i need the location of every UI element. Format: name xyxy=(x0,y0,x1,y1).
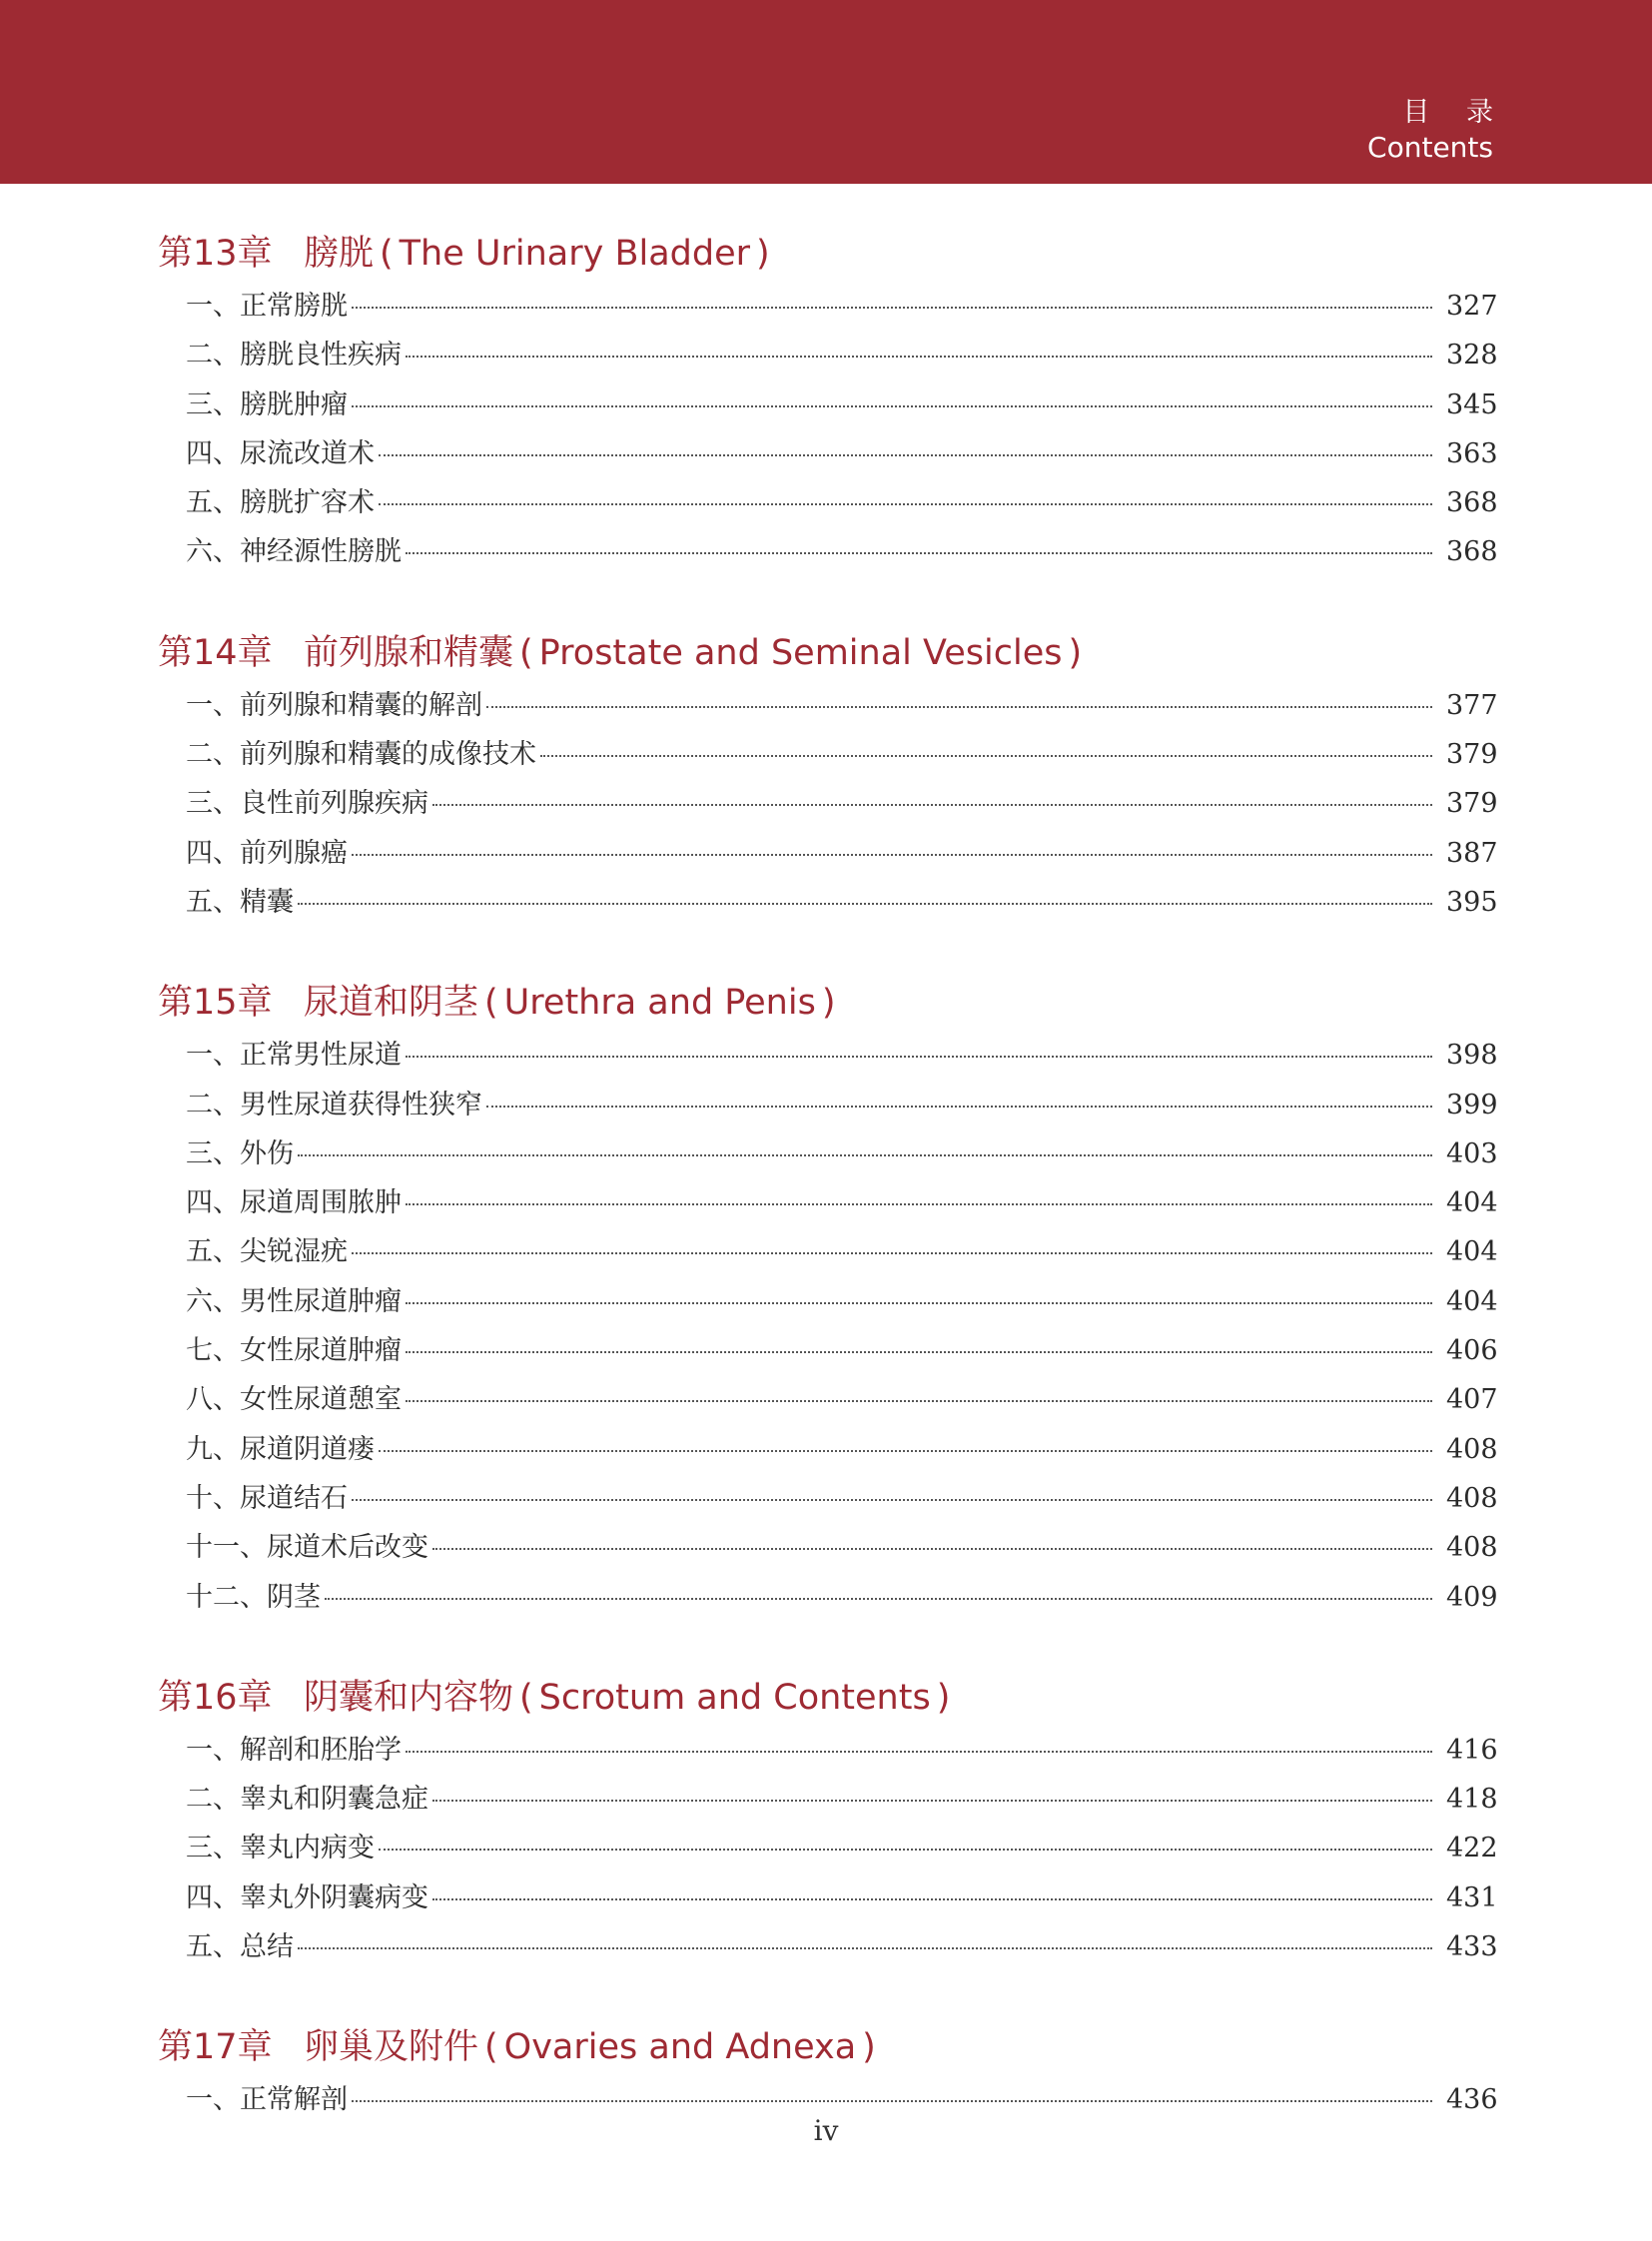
dot-leader xyxy=(379,454,1432,456)
toc-entry[interactable] xyxy=(186,1277,1498,1326)
section-title-en: Contents xyxy=(1367,131,1493,164)
dot-leader xyxy=(406,1351,1432,1353)
dot-leader xyxy=(352,307,1432,309)
chapter-title-en: Ovaries and Adnexa xyxy=(503,2027,857,2068)
toc-entry-page: 328 xyxy=(1446,340,1498,372)
toc-entry-title: 五、尖锐湿疣 xyxy=(186,1236,348,1268)
entry-list xyxy=(158,1031,1498,1622)
toc-entry-title: 二、睾丸和阴囊急症 xyxy=(186,1784,428,1816)
toc-entry-page: 408 xyxy=(1446,1433,1498,1465)
toc-entry[interactable] xyxy=(186,380,1498,429)
toc-entry[interactable] xyxy=(186,1573,1498,1622)
chapter-heading[interactable] xyxy=(158,625,1492,681)
toc-entry-page: 345 xyxy=(1446,388,1498,420)
dot-leader xyxy=(352,854,1432,856)
chapter-title-en: Prostate and Seminal Vesicles xyxy=(538,632,1063,673)
toc-entry-title: 三、膀胱肿瘤 xyxy=(186,388,348,420)
chapter-title-en: Scrotum and Contents xyxy=(538,1677,931,1718)
paren-close: ) xyxy=(756,234,770,274)
toc-entry[interactable] xyxy=(186,1129,1498,1178)
toc-entry-title: 三、睾丸内病变 xyxy=(186,1833,375,1865)
toc-entry[interactable] xyxy=(186,1922,1498,1971)
toc-entry-title: 二、前列腺和精囊的成像技术 xyxy=(186,739,536,771)
toc-entry[interactable] xyxy=(186,1775,1498,1824)
toc-entry-page: 408 xyxy=(1446,1482,1498,1514)
dot-leader xyxy=(379,1450,1432,1452)
chapter-heading[interactable] xyxy=(158,975,1492,1031)
dot-leader xyxy=(298,1947,1432,1949)
dot-leader xyxy=(352,1252,1432,1254)
toc-entry-title: 九、尿道阴道瘘 xyxy=(186,1433,375,1465)
dot-leader xyxy=(432,1548,1432,1550)
paren-open: ( xyxy=(519,1677,533,1718)
toc-entry[interactable] xyxy=(186,1031,1498,1080)
chapter-title-en: Urethra and Penis xyxy=(503,983,816,1024)
toc-entry-title: 一、正常膀胱 xyxy=(186,291,348,322)
toc-entry-page: 404 xyxy=(1446,1285,1498,1317)
toc-entry-title: 六、神经源性膀胱 xyxy=(186,536,402,568)
paren-close: ) xyxy=(1068,632,1083,673)
toc-entry[interactable] xyxy=(186,1824,1498,1872)
toc-entry[interactable] xyxy=(186,331,1498,379)
toc-entry-title: 二、男性尿道获得性狭窄 xyxy=(186,1089,482,1120)
toc-entry-page: 399 xyxy=(1446,1089,1498,1120)
toc-entry[interactable] xyxy=(186,1081,1498,1129)
dot-leader xyxy=(406,1400,1432,1402)
toc-entry-title: 三、良性前列腺疾病 xyxy=(186,788,428,820)
chapter-heading[interactable] xyxy=(158,2019,1492,2075)
toc-entry-title: 一、解剖和胚胎学 xyxy=(186,1734,402,1766)
chapter-number: 第15章 xyxy=(158,983,273,1024)
chapter-heading[interactable] xyxy=(158,1670,1492,1726)
toc-entry[interactable] xyxy=(186,681,1498,730)
toc-entry-page: 404 xyxy=(1446,1236,1498,1268)
toc-entry-title: 十、尿道结石 xyxy=(186,1482,348,1514)
toc-entry-page: 436 xyxy=(1446,2084,1498,2116)
chapter-title-cn: 前列腺和精囊 xyxy=(304,632,514,673)
dot-leader xyxy=(406,1751,1432,1753)
toc-entry-page: 387 xyxy=(1446,837,1498,869)
chapter-heading[interactable] xyxy=(158,226,1492,282)
toc-entry-title: 七、女性尿道肿瘤 xyxy=(186,1335,402,1367)
toc-entry-page: 418 xyxy=(1446,1784,1498,1816)
toc-entry[interactable] xyxy=(186,1523,1498,1572)
toc-entry[interactable] xyxy=(186,1726,1498,1775)
toc-entry-page: 368 xyxy=(1446,536,1498,568)
toc-entry[interactable] xyxy=(186,527,1498,576)
toc-entry[interactable] xyxy=(186,1326,1498,1375)
chapter-section xyxy=(158,2019,1498,2124)
toc-entry-page: 327 xyxy=(1446,291,1498,322)
toc-entry[interactable] xyxy=(186,1227,1498,1276)
dot-leader xyxy=(379,503,1432,505)
dot-leader xyxy=(432,1800,1432,1802)
header-banner xyxy=(0,0,1652,184)
toc-entry-page: 368 xyxy=(1446,487,1498,519)
entry-list xyxy=(158,681,1498,927)
toc-entry[interactable] xyxy=(186,1375,1498,1424)
toc-entry-title: 三、外伤 xyxy=(186,1137,294,1169)
toc-entry-title: 五、精囊 xyxy=(186,886,294,918)
chapter-title-cn: 膀胱 xyxy=(304,234,375,274)
dot-leader xyxy=(325,1598,1432,1600)
toc-entry[interactable] xyxy=(186,1474,1498,1523)
section-title-cn: 目 录 xyxy=(1402,97,1507,128)
dot-leader xyxy=(352,405,1432,407)
toc-entry[interactable] xyxy=(186,1425,1498,1474)
toc-entry-page: 407 xyxy=(1446,1384,1498,1416)
dot-leader xyxy=(432,1898,1432,1900)
chapter-number: 第17章 xyxy=(158,2027,273,2068)
dot-leader xyxy=(379,1849,1432,1851)
toc-entry-page: 416 xyxy=(1446,1734,1498,1766)
toc-entry-title: 一、前列腺和精囊的解剖 xyxy=(186,689,482,721)
paren-open: ( xyxy=(519,632,533,673)
page-number: iv xyxy=(813,2114,839,2147)
chapter-title-en: The Urinary Bladder xyxy=(399,234,751,274)
dot-leader xyxy=(352,1499,1432,1501)
dot-leader xyxy=(406,1056,1432,1058)
paren-open: ( xyxy=(484,983,498,1024)
toc-entry[interactable] xyxy=(186,779,1498,828)
toc-entry-title: 五、总结 xyxy=(186,1931,294,1963)
toc-entry-page: 406 xyxy=(1446,1335,1498,1367)
table-of-contents xyxy=(158,226,1498,2173)
dot-leader xyxy=(298,903,1432,905)
toc-entry-page: 433 xyxy=(1446,1931,1498,1963)
toc-entry-title: 二、膀胱良性疾病 xyxy=(186,340,402,372)
chapter-number: 第16章 xyxy=(158,1677,273,1718)
paren-close: ) xyxy=(821,983,836,1024)
toc-entry[interactable] xyxy=(186,1178,1498,1227)
toc-entry[interactable] xyxy=(186,878,1498,927)
toc-entry-title: 六、男性尿道肿瘤 xyxy=(186,1285,402,1317)
dot-leader xyxy=(406,1203,1432,1205)
chapter-title-cn: 阴囊和内容物 xyxy=(304,1677,514,1718)
toc-entry-page: 403 xyxy=(1446,1137,1498,1169)
paren-open: ( xyxy=(380,234,394,274)
toc-entry[interactable] xyxy=(186,282,1498,331)
dot-leader xyxy=(352,2100,1432,2102)
dot-leader xyxy=(432,804,1432,806)
dot-leader xyxy=(406,1302,1432,1304)
toc-entry-title: 十二、阴茎 xyxy=(186,1581,321,1613)
toc-entry[interactable] xyxy=(186,429,1498,478)
toc-entry-title: 四、睾丸外阴囊病变 xyxy=(186,1881,428,1913)
toc-entry-title: 四、尿道周围脓肿 xyxy=(186,1187,402,1219)
toc-entry-title: 四、尿流改道术 xyxy=(186,437,375,469)
toc-entry-page: 431 xyxy=(1446,1881,1498,1913)
dot-leader xyxy=(486,706,1432,708)
dot-leader xyxy=(540,755,1432,757)
chapter-section xyxy=(158,1670,1498,1971)
dot-leader xyxy=(486,1106,1432,1108)
toc-entry-page: 377 xyxy=(1446,689,1498,721)
toc-entry-page: 408 xyxy=(1446,1532,1498,1564)
toc-entry[interactable] xyxy=(186,1873,1498,1922)
dot-leader xyxy=(298,1154,1432,1156)
dot-leader xyxy=(406,552,1432,554)
paren-close: ) xyxy=(862,2027,876,2068)
entry-list xyxy=(158,1726,1498,1971)
section-title xyxy=(1367,96,1507,166)
toc-entry-page: 379 xyxy=(1446,739,1498,771)
paren-close: ) xyxy=(936,1677,951,1718)
toc-entry-page: 379 xyxy=(1446,788,1498,820)
toc-entry-title: 十一、尿道术后改变 xyxy=(186,1532,428,1564)
toc-entry-title: 五、膀胱扩容术 xyxy=(186,487,375,519)
dot-leader xyxy=(406,356,1432,358)
toc-entry-page: 395 xyxy=(1446,886,1498,918)
entry-list xyxy=(158,282,1498,577)
toc-entry[interactable] xyxy=(186,829,1498,878)
toc-entry-title: 一、正常解剖 xyxy=(186,2084,348,2116)
chapter-number: 第13章 xyxy=(158,234,273,274)
toc-entry-title: 一、正常男性尿道 xyxy=(186,1040,402,1072)
toc-entry[interactable] xyxy=(186,478,1498,527)
toc-entry-page: 398 xyxy=(1446,1040,1498,1072)
toc-entry[interactable] xyxy=(186,730,1498,779)
chapter-title-cn: 卵巢及附件 xyxy=(304,2027,479,2068)
toc-entry-title: 八、女性尿道憩室 xyxy=(186,1384,402,1416)
toc-entry-page: 422 xyxy=(1446,1833,1498,1865)
chapter-number: 第14章 xyxy=(158,632,273,673)
toc-entry-page: 409 xyxy=(1446,1581,1498,1613)
chapter-title-cn: 尿道和阴茎 xyxy=(304,983,479,1024)
chapter-section xyxy=(158,625,1498,927)
chapter-section xyxy=(158,226,1498,577)
paren-open: ( xyxy=(484,2027,498,2068)
toc-entry-title: 四、前列腺癌 xyxy=(186,837,348,869)
chapter-section xyxy=(158,975,1498,1622)
toc-entry-page: 363 xyxy=(1446,437,1498,469)
toc-entry-page: 404 xyxy=(1446,1187,1498,1219)
